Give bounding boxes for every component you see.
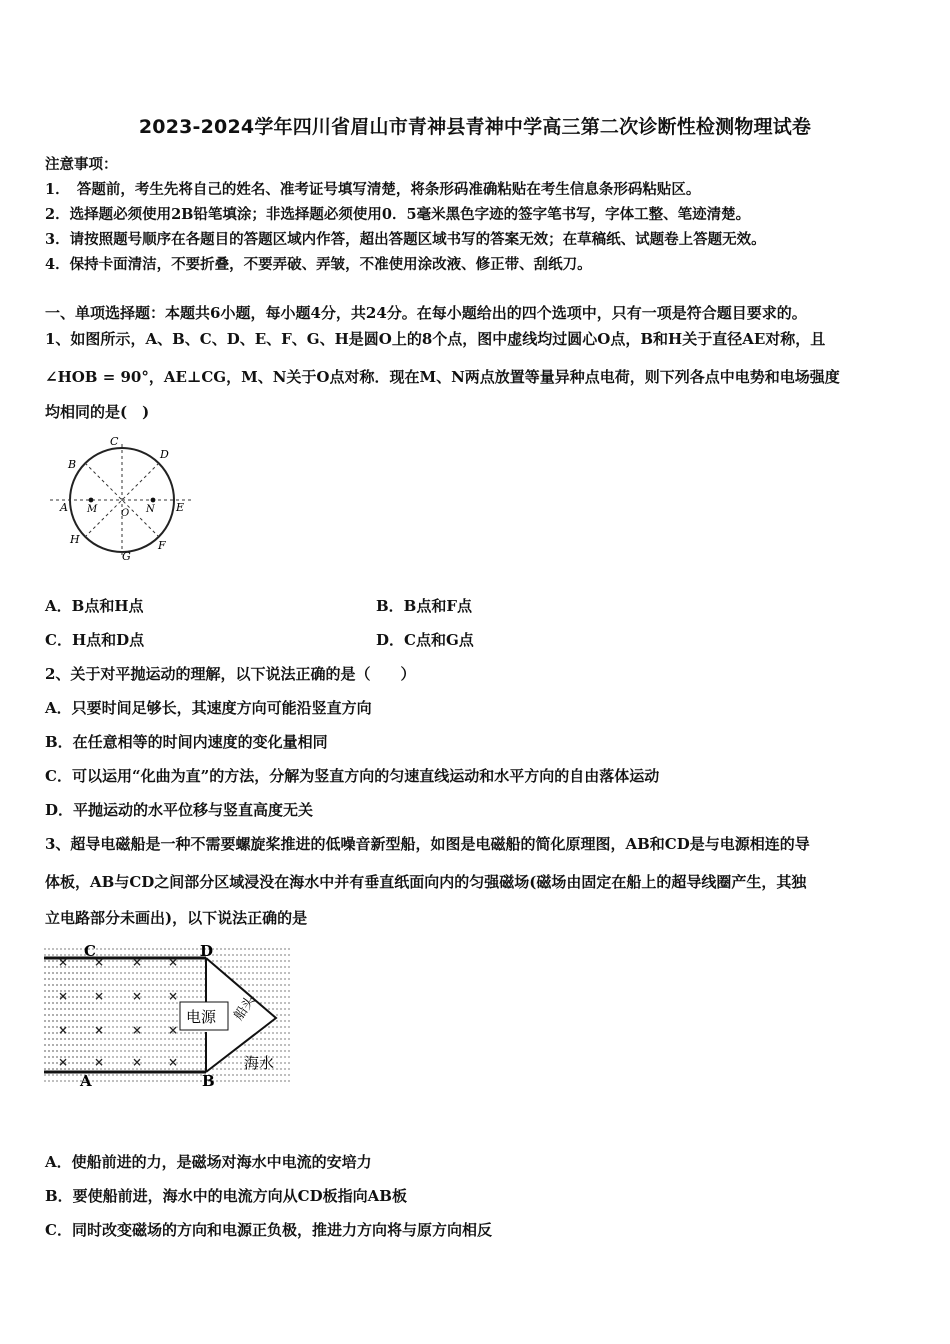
question-1-line: 均相同的是( ) <box>45 403 150 421</box>
label-a: A <box>80 1072 92 1090</box>
svg-text:×: × <box>132 1055 143 1069</box>
question-1-line: ∠HOB = 90°，AE⊥CG，M、N关于O点对称．现在M、N两点放置等量异种点电荷，则下列各点中电势和电场强度 <box>45 368 840 386</box>
sea-label: 海水 <box>244 1054 275 1072</box>
label-c: C <box>84 942 96 960</box>
point-n <box>151 498 156 503</box>
option-d: D．C点和G点 <box>376 631 474 649</box>
svg-text:×: × <box>168 989 179 1003</box>
notice-item: 1． 答题前，考生先将自己的姓名、准考证号填写清楚，将条形码准确粘贴在考生信息条形码粘贴区。 <box>45 181 701 198</box>
label-o: O <box>121 508 130 519</box>
notice-item: 4．保持卡面清洁，不要折叠，不要弄破、弄皱，不准使用涂改液、修正带、刮纸刀。 <box>45 256 592 273</box>
label-n: N <box>146 504 155 515</box>
notice-heading: 注意事项： <box>45 156 118 173</box>
label-b: B <box>202 1072 215 1090</box>
option-b: B．要使船前进，海水中的电流方向从CD板指向AB板 <box>45 1187 407 1205</box>
option-c: C．H点和D点 <box>45 631 145 649</box>
option-b: B．在任意相等的时间内速度的变化量相同 <box>45 733 328 751</box>
svg-text:×: × <box>168 1055 179 1069</box>
svg-text:×: × <box>168 955 179 969</box>
svg-text:×: × <box>58 989 69 1003</box>
option-a: A．使船前进的力，是磁场对海水中电流的安培力 <box>45 1153 372 1171</box>
question-3-line: 3、超导电磁船是一种不需要螺旋桨推进的低噪音新型船，如图是电磁船的简化原理图，AB和CD是与电源相连的导 <box>45 835 810 853</box>
svg-text:×: × <box>168 1023 179 1037</box>
option-c: C．同时改变磁场的方向和电源正负极，推进力方向将与原方向相反 <box>45 1221 492 1239</box>
ship-figure <box>44 940 296 1090</box>
label-d: D <box>200 942 214 960</box>
svg-text:×: × <box>132 989 143 1003</box>
label-f: F <box>158 539 166 552</box>
option-a: A．只要时间足够长，其速度方向可能沿竖直方向 <box>45 699 372 717</box>
option-c: C．可以运用“化曲为直”的方法，分解为竖直方向的匀速直线运动和水平方向的自由落体运动 <box>45 767 660 785</box>
label-g: G <box>122 550 131 563</box>
section-heading: 一、单项选择题：本题共6小题，每小题4分，共24分。在每小题给出的四个选项中，只有一项是符合题目要求的。 <box>45 304 807 322</box>
svg-text:×: × <box>132 1023 143 1037</box>
circle-figure <box>44 432 204 567</box>
label-b: B <box>68 458 77 471</box>
question-3-line: 立电路部分未画出)，以下说法正确的是 <box>45 909 308 927</box>
ship-label: 船头 <box>231 993 259 1024</box>
svg-text:×: × <box>132 955 143 969</box>
option-a: A．B点和H点 <box>45 597 144 615</box>
question-1-line: 1、如图所示，A、B、C、D、E、F、G、H是圆O上的8个点，图中虚线均过圆心O点，B和H关于直径AE对称，且 <box>45 330 826 348</box>
power-label: 电源 <box>186 1008 217 1026</box>
option-d: D．平抛运动的水平位移与竖直高度无关 <box>45 801 314 819</box>
label-h: H <box>70 533 80 546</box>
label-a: A <box>60 501 68 514</box>
svg-text:×: × <box>94 989 105 1003</box>
question-2-stem: 2、关于对平抛运动的理解，以下说法正确的是（ ） <box>45 665 416 683</box>
svg-text:×: × <box>58 1055 69 1069</box>
notice-item: 3．请按照题号顺序在各题目的答题区域内作答，超出答题区域书写的答案无效；在草稿纸、试题卷上答题无效。 <box>45 231 766 248</box>
page-title: 2023-2024学年四川省眉山市青神县青神中学高三第二次诊断性检测物理试卷 <box>138 116 812 138</box>
svg-text:×: × <box>94 1055 105 1069</box>
label-c: C <box>110 435 119 448</box>
question-3-line: 体板，AB与CD之间部分区域浸没在海水中并有垂直纸面向内的匀强磁场(磁场由固定在船上的超导线圈产生，其独 <box>45 873 807 891</box>
svg-text:×: × <box>94 955 105 969</box>
label-e: E <box>176 501 185 514</box>
label-d: D <box>160 448 169 461</box>
svg-text:×: × <box>58 1023 69 1037</box>
point-m <box>89 498 94 503</box>
label-m: M <box>87 504 98 515</box>
svg-text:×: × <box>58 955 69 969</box>
notice-item: 2．选择题必须使用2B铅笔填涂；非选择题必须使用0．5毫米黑色字迹的签字笔书写，字体工整、笔迹清楚。 <box>45 206 751 223</box>
svg-text:×: × <box>94 1023 105 1037</box>
option-b: B．B点和F点 <box>376 597 473 615</box>
